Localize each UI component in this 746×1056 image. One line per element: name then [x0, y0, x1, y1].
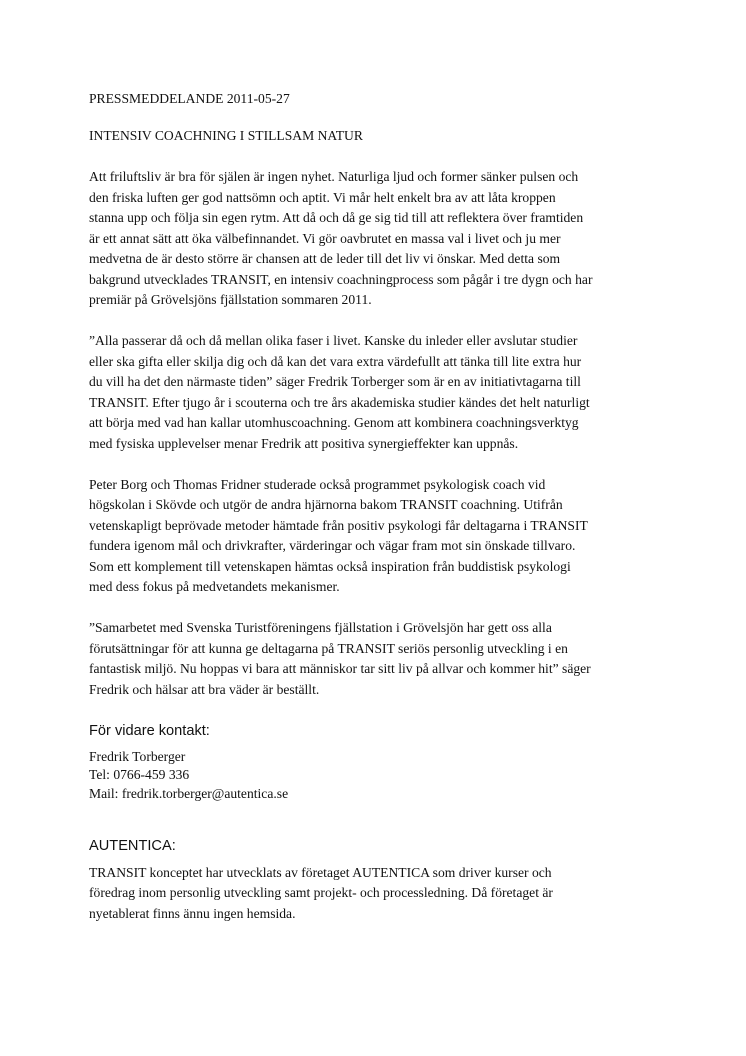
text-line: ”Samarbetet med Svenska Turistföreningens fjällstation i Grövelsjön har gett oss alla [89, 620, 552, 635]
text-line: vetenskapligt beprövade metoder hämtade från positiv psykologi får deltagarna i TRANSIT [89, 517, 588, 533]
text-line: eller ska gifta eller skilja dig och då kan det vara extra värdefullt att tänka till lite extra hur [89, 353, 582, 369]
text-line: Fredrik och hälsar att bra väder är beställt. [89, 681, 320, 697]
contact-details [89, 748, 667, 804]
paragraph-quote-torberger [89, 331, 667, 454]
contact-heading: För vidare kontakt: [89, 722, 210, 739]
text-line: högskolan i Skövde och utgör de andra hjärnorna bakom TRANSIT coachning. Utifrån [89, 497, 563, 512]
contact-email: Mail: fredrik.torberger@autentica.se [89, 785, 289, 801]
text-line: fantastisk miljö. Nu hoppas vi bara att människor tar sitt liv på allvar och kommer hit” säger [89, 661, 591, 676]
paragraph-team [89, 475, 667, 598]
company-heading: AUTENTICA: [89, 837, 176, 854]
text-line: föredrag inom personlig utveckling samt projekt- och processledning. Då företaget är [89, 885, 553, 901]
text-line: Att friluftsliv är bra för själen är ingen nyhet. Naturliga ljud och former sänker pulsen och [89, 169, 579, 184]
text-line: premiär på Grövelsjöns fjällstation sommaren 2011. [89, 292, 372, 307]
company-description [89, 863, 667, 925]
text-line: Peter Borg och Thomas Fridner studerade också programmet psykologisk coach vid [89, 476, 546, 492]
paragraph-quote-collaboration [89, 618, 667, 700]
text-line: är ett annat sätt att öka välbefinnandet. Vi gör oavbrutet en massa val i livet och ju mer [89, 230, 561, 246]
contact-name: Fredrik Torberger [89, 748, 186, 764]
text-line: bakgrund utvecklades TRANSIT, en intensiv coachningprocess som pågår i tre dygn och har [89, 271, 593, 287]
contact-phone: Tel: 0766-459 336 [89, 767, 190, 783]
text-line: att börja med vad han kallar utomhuscoachning. Genom att kombinera coachningsverktyg [89, 415, 579, 430]
text-line: förutsättningar för att kunna ge deltagarna på TRANSIT seriös personlig utveckling i en [89, 640, 568, 656]
text-line: fundera igenom mål och drivkrafter, värderingar och vägar fram mot sin önskade tillvaro. [89, 538, 576, 553]
text-line: stanna upp och följa sin egen rytm. Att då och då ge sig tid till att reflektera över framtiden [89, 210, 584, 225]
text-line: TRANSIT. Efter tjugo år i scouterna och tre års akademiska studier kändes det helt naturligt [89, 394, 590, 410]
text-line: med fysiska upplevelser menar Fredrik att positiva synergieffekter kan uppnås. [89, 435, 519, 451]
press-release-date: PRESSMEDDELANDE 2011-05-27 [89, 91, 290, 106]
text-line: medvetna de är desto större är chansen att de leder till det liv vi önskar. Med detta som [89, 251, 561, 266]
text-line: nyetablerat finns ännu ingen hemsida. [89, 905, 296, 921]
text-line: du vill ha det den närmaste tiden” säger Fredrik Torberger som är en av initiativtagarna till [89, 374, 581, 389]
text-line: Som ett komplement till vetenskapen hämtas också inspiration från buddistisk psykologi [89, 558, 571, 574]
text-line: den friska luften ger god nattsömn och aptit. Vi mår helt enkelt bra av att låta kroppen [89, 189, 556, 205]
document-body [89, 90, 667, 924]
paragraph-intro [89, 167, 667, 311]
text-line: med dess fokus på medvetandets mekanismer. [89, 579, 340, 594]
text-line: ”Alla passerar då och då mellan olika faser i livet. Kanske du inleder eller avslutar studier [89, 333, 578, 348]
press-release-title: INTENSIV COACHNING I STILLSAM NATUR [89, 128, 363, 143]
text-line: TRANSIT konceptet har utvecklats av företaget AUTENTICA som driver kurser och [89, 864, 552, 880]
